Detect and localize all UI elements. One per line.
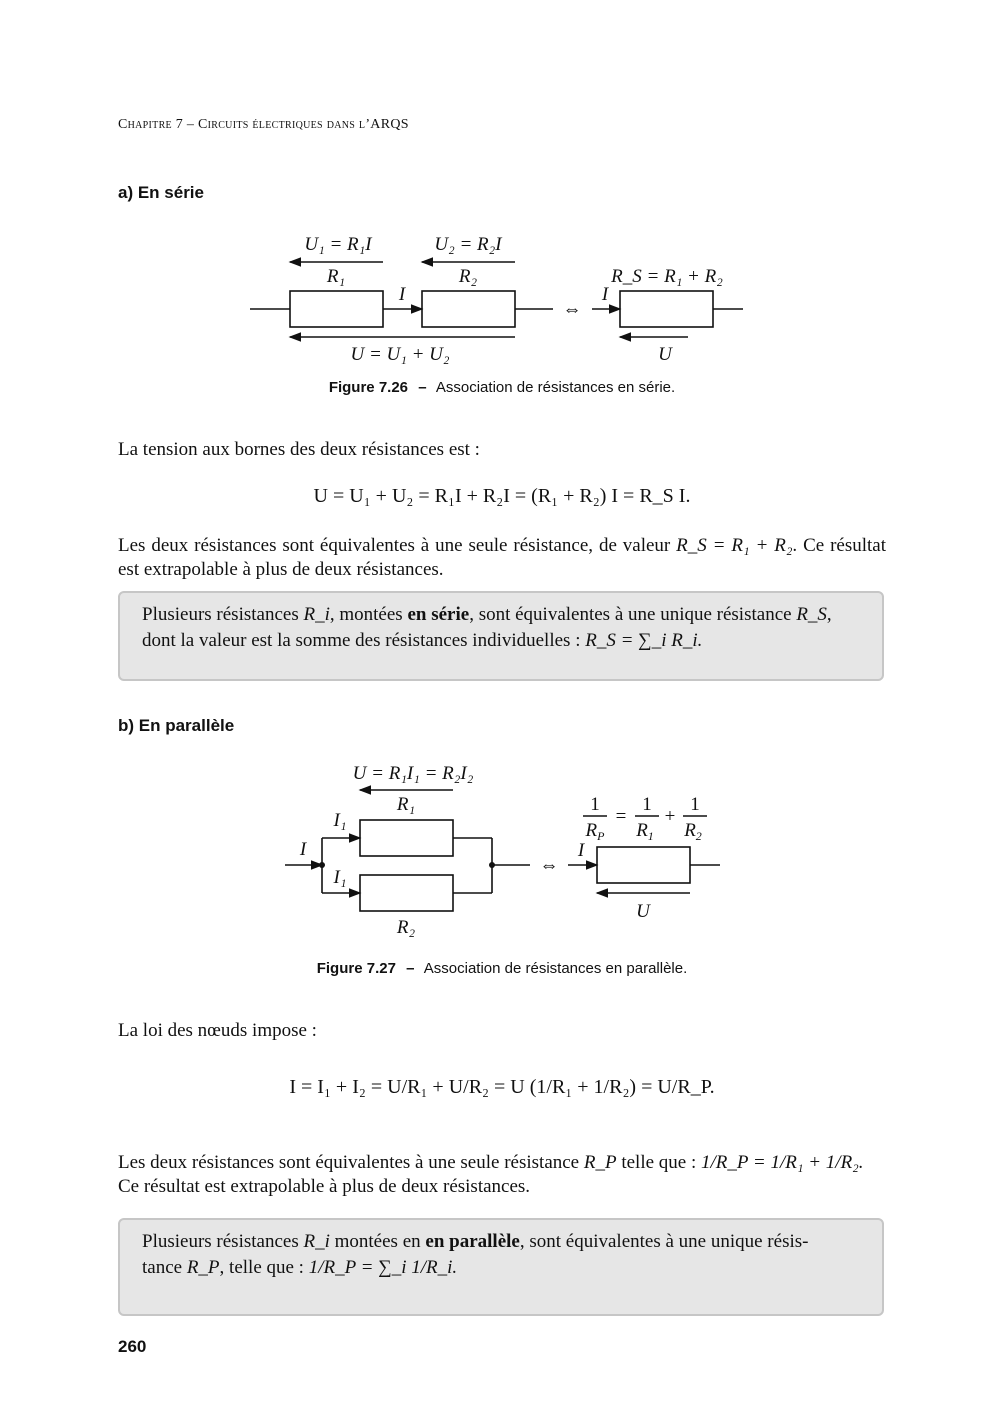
r1-label: R₁ [326,266,346,287]
bold-term: en parallèle [425,1231,520,1252]
r2-label-parallel: R₂ [396,917,416,938]
r2-label: R₂ [458,266,478,287]
i-label-parallel-eq: I [577,840,585,861]
caption-label: Figure 7.26 [328,379,409,396]
caption-label: Figure 7.27 [316,960,396,977]
series-intro-paragraph: La tension aux bornes des deux résistances est : [118,439,480,460]
text: , sont équivalentes à une unique résistance [469,604,792,625]
i1-top-label: I₁ [333,810,347,831]
frac-den: $R_2$ [684,820,702,843]
r1-resistor [290,291,383,327]
text: montées en [334,1231,421,1252]
parallel-conclusion-paragraph [118,1151,886,1199]
frac-num: 1 [642,794,652,815]
frac-den: $R_P$ [585,820,605,843]
frac-num: 1 [590,794,600,815]
text: Plusieurs résistances [142,604,299,625]
r2-resistor [422,291,515,327]
section-b-title: b) En parallèle [118,716,235,735]
r1-resistor-parallel [360,820,453,856]
node-right [489,862,495,868]
series-conclusion-paragraph [118,534,886,582]
equiv-symbol: ⇔ [562,299,582,320]
formula: R_S [796,604,827,625]
u-total-label: U = U₁ + U₂ [350,344,450,365]
running-header [118,117,409,133]
series-equation: U = U₁ + U₂ = R₁I + R₂I = (R₁ + R₂) I = R_S I. [313,485,691,507]
i-label-parallel: I [299,839,307,860]
i1-bottom-label: I₁ [333,867,347,888]
text: Les deux résistances sont équivalentes à une seule résistance, de valeur [118,535,671,556]
formula: R_i [303,604,330,625]
u1-label: U₁ = R₁I [304,234,372,255]
chapter-header: Chapitre 7 – Circuits électriques dans l’ARQS [118,117,409,132]
parallel-equation: I = I₁ + I₂ = U/R₁ + U/R₂ = U (1/R₁ + 1/R₂) = U/R_P. [289,1076,715,1098]
caption-text: Association de résistances en parallèle. [423,960,688,977]
i-label: I [398,284,406,305]
i-label-eq: I [601,284,609,305]
rs-label: R_S = R₁ + R₂ [611,266,723,287]
text: tance [142,1257,183,1278]
parallel-rule-box [118,1218,884,1316]
bold-term: en série [407,604,470,625]
sum-formula: R_S = ∑_i R_i. [585,630,703,651]
formula: 1/R_P = 1/R₁ + 1/R₂. [701,1152,864,1173]
text: . Ce résultat est extrapolable à plus de deux résistances. [118,535,886,580]
equals: = [615,806,627,827]
sum-formula: 1/R_P = ∑_i 1/R_i. [308,1257,458,1278]
u-top-label: U = R₁I₁ = R₂I₂ [352,763,474,784]
plus: + [664,806,676,827]
r2-resistor-parallel [360,875,453,911]
u2-label: U₂ = R₂I [434,234,502,255]
series-rule-box [118,591,884,681]
u-label-parallel: U [636,901,650,922]
text: Les deux résistances sont équivalentes à une seule résistance [118,1152,580,1173]
figure-7-27-caption [0,960,1004,977]
formula: R_S = R₁ + R₂ [676,535,793,556]
node-left [319,862,325,868]
text: , [826,604,832,625]
caption-dash: – [406,960,415,977]
section-a-title: a) En série [118,183,204,202]
page-number: 260 [118,1337,147,1356]
frac-num: 1 [690,794,700,815]
figure-7-26-caption [0,379,1004,396]
u-label: U [658,344,672,365]
caption-text: Association de résistances en série. [435,379,676,396]
text: , montées [329,604,403,625]
formula: R_i [303,1231,330,1252]
formula: R_P [186,1257,220,1278]
parallel-circuit-figure [0,755,1004,940]
text: telle que : [621,1152,697,1173]
caption-dash: – [418,379,427,396]
formula: R_P [583,1152,617,1173]
rp-resistor [597,847,690,883]
text: , sont équivalentes à une unique résis- [519,1231,809,1252]
frac-den: $R_1$ [636,820,654,843]
series-circuit-figure [0,225,1004,370]
rs-resistor [620,291,713,327]
text: Plusieurs résistances [142,1231,299,1252]
text: , telle que : [219,1257,304,1278]
text: dont la valeur est la somme des résistances individuelles : [142,630,581,651]
equiv-symbol-parallel: ⇔ [539,855,559,876]
parallel-intro-paragraph: La loi des nœuds impose : [118,1020,317,1041]
r1-label-parallel: R₁ [396,794,416,815]
text: Ce résultat est extrapolable à plus de deux résistances. [118,1176,531,1197]
